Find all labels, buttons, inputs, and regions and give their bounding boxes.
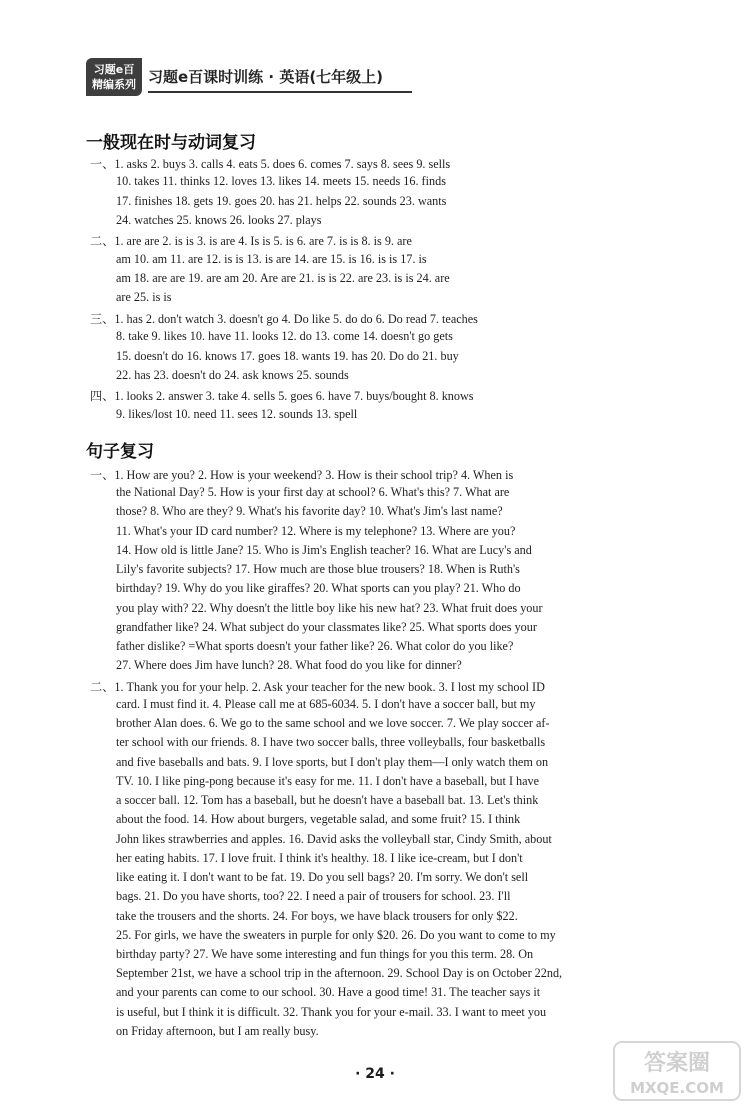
answer-line: on Friday afternoon, but I am really busy. [116,1023,319,1038]
answer-line: September 21st, we have a school trip in the afternoon. 29. School Day is on October 22nd, [116,966,563,981]
watermark-logo [612,1040,742,1102]
header-divider [148,91,412,93]
answer-line: brother Alan does. 6. We go to the same school and we love soccer. 7. We play soccer af- [116,716,550,731]
answer-line: 一、1. How are you? 2. How is your weekend? 3. How is their school trip? 4. When is [90,468,514,482]
page-header [86,58,412,98]
answer-line: 9. likes/lost 10. need 11. sees 12. sounds 13. spell [116,406,358,421]
answer-line: father dislike? =What sports doesn't your father like? 26. What color do you like? [116,639,514,654]
answer-line: 二、1. Thank you for your help. 2. Ask your teacher for the new book. 3. I lost my school ID [90,679,545,694]
answer-line: 27. Where does Jim have lunch? 28. What food do you like for dinner? [116,658,462,673]
answer-line: 24. watches 25. knows 26. looks 27. plays [116,213,322,228]
answer-line: 三、1. has 2. don't watch 3. doesn't go 4. Do like 5. do do 6. Do read 7. teaches [90,311,478,326]
answer-line: 22. has 23. doesn't do 24. ask knows 25. sounds [116,367,349,382]
answer-line: 10. takes 11. thinks 12. loves 13. likes 14. meets 15. needs 16. finds [116,174,446,189]
answer-line: John likes strawberries and apples. 16. David asks the volleyball star, Cindy Smith, about [116,831,552,846]
answer-line: 一、1. asks 2. buys 3. calls 4. eats 5. does 6. comes 7. says 8. sees 9. sells [90,157,451,171]
answer-line: take the trousers and the shorts. 24. For boys, we have black trousers for only $22. [116,908,518,923]
page-number: · 24 · [355,1066,395,1082]
answer-line: ter school with our friends. 8. I have two soccer balls, three volleyballs, four basketballs [116,735,546,750]
answer-line: 17. finishes 18. gets 19. goes 20. has 21. helps 22. sounds 23. wants [116,193,447,208]
answer-line: are 25. is is [116,290,172,305]
series-logo [86,58,142,96]
answer-line: 14. How old is little Jane? 15. Who is Jim's English teacher? 16. What are Lucy's and [116,542,532,557]
answer-line: card. I must find it. 4. Please call me at 685-6034. 5. I don't have a soccer ball, but my [116,696,536,711]
answer-line: grandfather like? 24. What subject do your classmates like? 25. What sports does your [116,619,537,634]
answer-line: those? 8. Who are they? 9. What's his favorite day? 10. What's Jim's last name? [116,504,503,519]
answer-line: her eating habits. 17. I love fruit. I think it's healthy. 18. I like ice-cream, but I don't [116,850,523,865]
answer-line: 25. For girls, we have the sweaters in purple for only $20. 26. Do you want to come to my [116,927,556,942]
answer-line: 15. doesn't do 16. knows 17. goes 18. wants 19. has 20. Do do 21. buy [116,348,459,363]
answer-line: 8. take 9. likes 10. have 11. looks 12. do 13. come 14. doesn't go gets [116,329,453,344]
svg-text:MXQE.COM: MXQE.COM [630,1079,724,1097]
answer-line: you play with? 22. Why doesn't the little boy like his new hat? 23. What fruit does your [116,600,543,615]
answer-line: and five baseballs and bats. 9. I love sports, but I don't play them—I only watch them on [116,754,549,769]
answer-line: 11. What's your ID card number? 12. Where is my telephone? 13. Where are you? [116,523,516,538]
answer-line: am 18. are are 19. are am 20. Are are 21. is is 22. are 23. is is 24. are [116,271,450,286]
answer-line: am 10. am 11. are 12. is is 13. is are 14. are 15. is 16. is is 17. is [116,251,427,266]
logo-line-1: 习题e百 [93,63,135,76]
book-title: 习题e百课时训练 · 英语(七年级上) [148,68,384,86]
logo-line-2: 精编系列 [92,78,136,91]
svg-text:答案圈: 答案圈 [643,1051,711,1076]
answer-line: 四、1. looks 2. answer 3. take 4. sells 5. goes 6. have 7. buys/bought 8. knows [90,389,474,404]
answer-line: like eating it. I don't want to be fat. 19. Do you sell bags? 20. I'm sorry. We don't sell [116,870,529,885]
answer-line: birthday party? 27. We have some interesting and fun things for you this term. 28. On [116,947,534,961]
answer-line: birthday? 19. Why do you like giraffes? 20. What sports can you play? 21. Who do [116,581,521,596]
section-title-sentence-review: 句子复习 [86,442,154,462]
answer-line: the National Day? 5. How is your first day at school? 6. What's this? 7. What are [116,485,510,500]
section-title-verb-review: 一般现在时与动词复习 [86,133,256,153]
answer-line: 二、1. are are 2. is is 3. is are 4. Is is 5. is 6. are 7. is is 8. is 9. are [90,234,412,249]
answer-line: Lily's favorite subjects? 17. How much are those blue trousers? 18. When is Ruth's [116,562,520,577]
answer-line: bags. 21. Do you have shorts, too? 22. I need a pair of trousers for school. 23. I'll [116,889,511,904]
answer-line: and your parents can come to our school. 30. Have a good time! 31. The teacher says it [116,985,541,1000]
answer-line: about the food. 14. How about burgers, vegetable salad, and some fruit? 15. I think [116,812,521,827]
answer-line: TV. 10. I like ping-pong because it's easy for me. 11. I don't have a baseball, but I have [116,773,540,788]
answer-line: is useful, but I think it is difficult. 32. Thank you for your e-mail. 33. I want to meet you [116,1004,547,1019]
answer-line: a soccer ball. 12. Tom has a baseball, but he doesn't have a baseball bat. 13. Let's think [116,793,539,808]
